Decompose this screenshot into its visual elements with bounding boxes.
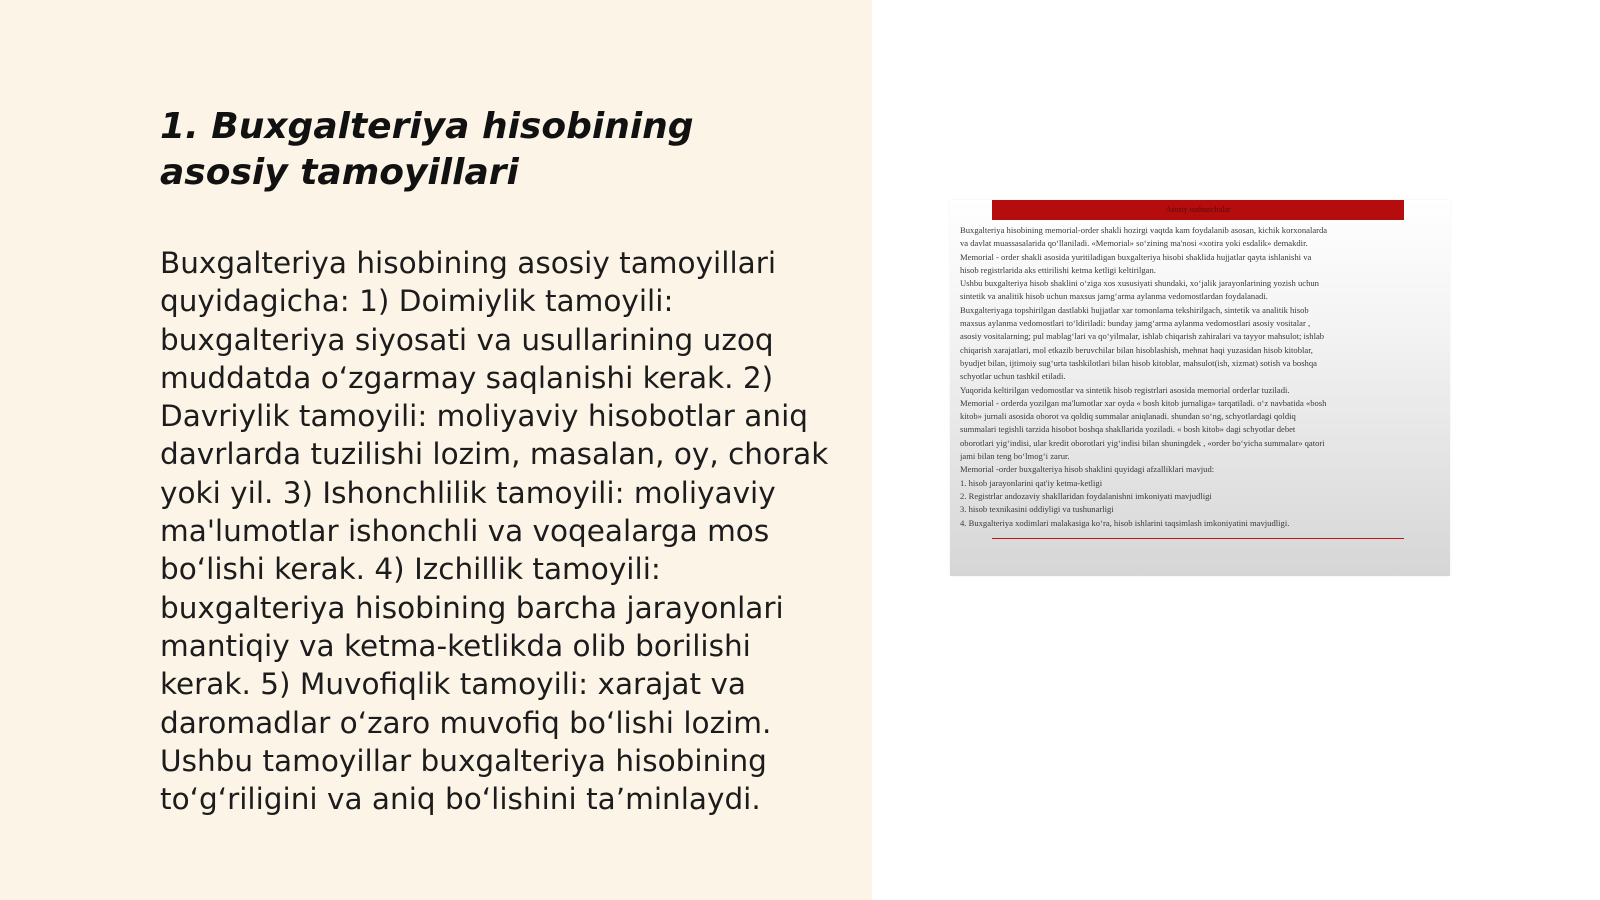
document-bottom-rule [992, 538, 1404, 539]
document-line: sintetik va analitik hisob uchun maxsus jamg‘arma aylanma vedomostlardan foydalanadi. [960, 291, 1268, 302]
document-text-block [960, 224, 1444, 530]
document-line: 4. Buxgalteriya xodimlari malakasiga ko‘ra, hisob ishlarini taqsimlash imkoniyatini mavjudligi. [960, 517, 1290, 528]
document-line: chiqarish xarajatlari, mol etkazib beruvchilar bilan hisoblashish, mehnat haqi yuzasidan hisob kitoblar, [960, 344, 1313, 355]
document-line: summalari tegishli tarzida hisobot boshqa shakllarida yoziladi. « bosh kitob» dagi schyotlar debet [960, 424, 1296, 435]
document-line: byudjet bilan, ijtimoiy sug‘urta tashkilotlari bilan hisob kitoblar, mahsulot(ish, xizmat) sotish va boshqa [960, 357, 1317, 368]
document-line: va davlat muassasalarida qo‘llaniladi. «Memorial» so‘zining ma'nosi «xotira yoki esdalik» demakdir. [960, 238, 1308, 249]
slide-title: 1. Buxgalteriya hisobining asosiy tamoyillari [160, 106, 694, 193]
document-line: jami bilan teng bo‘lmog‘i zarur. [960, 451, 1070, 462]
document-line: Memorial - orderda yozilgan ma'lumotlar xar oyda « bosh kitob jurnaliga» tarqatiladi. o‘z navbatida «bosh [960, 397, 1327, 408]
document-line: Ushbu buxgalteriya hisob shaklini o‘ziga xos xususiyati shundaki, xo‘jalik jarayonlarining yozish uchun [960, 278, 1319, 289]
document-line: schyotlar uchun tashkil etiladi. [960, 371, 1066, 382]
document-line: Yuqorida keltirilgan vedomostlar va sintetik hisob registrlari asosida memorial orderlar tuziladi. [960, 384, 1290, 395]
document-line: oborotlari yig‘indisi, ular kredit oborotlari yig‘indisi bilan shuningdek , «order bo‘yicha summalar» qatori [960, 437, 1325, 448]
document-line: Buxgalteriya hisobining memorial-order shakli hozirgi vaqtda kam foydalanib asosan, kichik korxonalarda [960, 225, 1328, 235]
document-header-bar: Asosiy tushunchalar [992, 200, 1404, 220]
document-line: Memorial - order shakli asosida yuritiladigan buxgalteriya hisobi shaklida hujjatlar qayta ishlanishi va [960, 251, 1312, 262]
document-line: maxsus aylanma vedomostlari to‘ldiriladi: bunday jamg‘arma aylanma vedomostlari asosiy vositalar , [960, 318, 1311, 329]
document-scan-image [950, 200, 1450, 576]
document-line: asosiy vositalarning; pul mablag‘lari va qo‘yilmalar, ishlab chiqarish zahiralari va tayyor mahsulot; ishlab [960, 331, 1325, 342]
document-line: Buxgalteriyaga topshirilgan dastlabki hujjatlar xar tomonlama tekshirilgach, sintetik va analitik hisob [960, 304, 1309, 315]
document-line: kitob» jurnali asosida oborot va qoldiq summalar aniqlanadi. shundan so‘ng, schyotlardagi qoldiq [960, 411, 1296, 422]
document-line: hisob registrlarida aks ettirilishi ketma ketligi keltirilgan. [960, 264, 1156, 275]
document-line: 1. hisob jarayonlarini qat'iy ketma-ketligi [960, 477, 1103, 488]
document-line: 3. hisob texnikasini oddiyligi va tushunarligi [960, 504, 1114, 515]
slide-body-text: Buxgalteriya hisobining asosiy tamoyillari quyidagicha: 1) Doimiylik tamoyili: buxgalteriya siyosati va usullarining uzoq muddatda o‘zgarmay saqlanishi kerak. 2) Davriylik tamoyili: moliyaviy hisobotlar aniq davrlarda tuzilishi lozim, masalan, oy, chorak yoki yil. 3) Ishonchlilik tamoyili: moliyaviy ma'lumotlar ishonchli va voqealarga mos bo‘lishi kerak. 4) Izchillik tamoyili: buxgalteriya hisobining barcha jarayonlari mantiqiy va ketma-ketlikda olib borilishi kerak. 5) Muvofiqlik tamoyili: xarajat va daromadlar o‘zaro muvofiq bo‘lishi lozim. Ushbu tamoyillar buxgalteriya hisobining to‘g‘riligini va aniq bo‘lishini ta’minlaydi. [160, 246, 829, 817]
document-line: Memorial -order buxgalteriya hisob shaklini quyidagi afzalliklari mavjud: [960, 464, 1215, 475]
document-line: 2. Registrlar andozaviy shakllaridan foydalanishni imkoniyati mavjudligi [960, 490, 1212, 501]
